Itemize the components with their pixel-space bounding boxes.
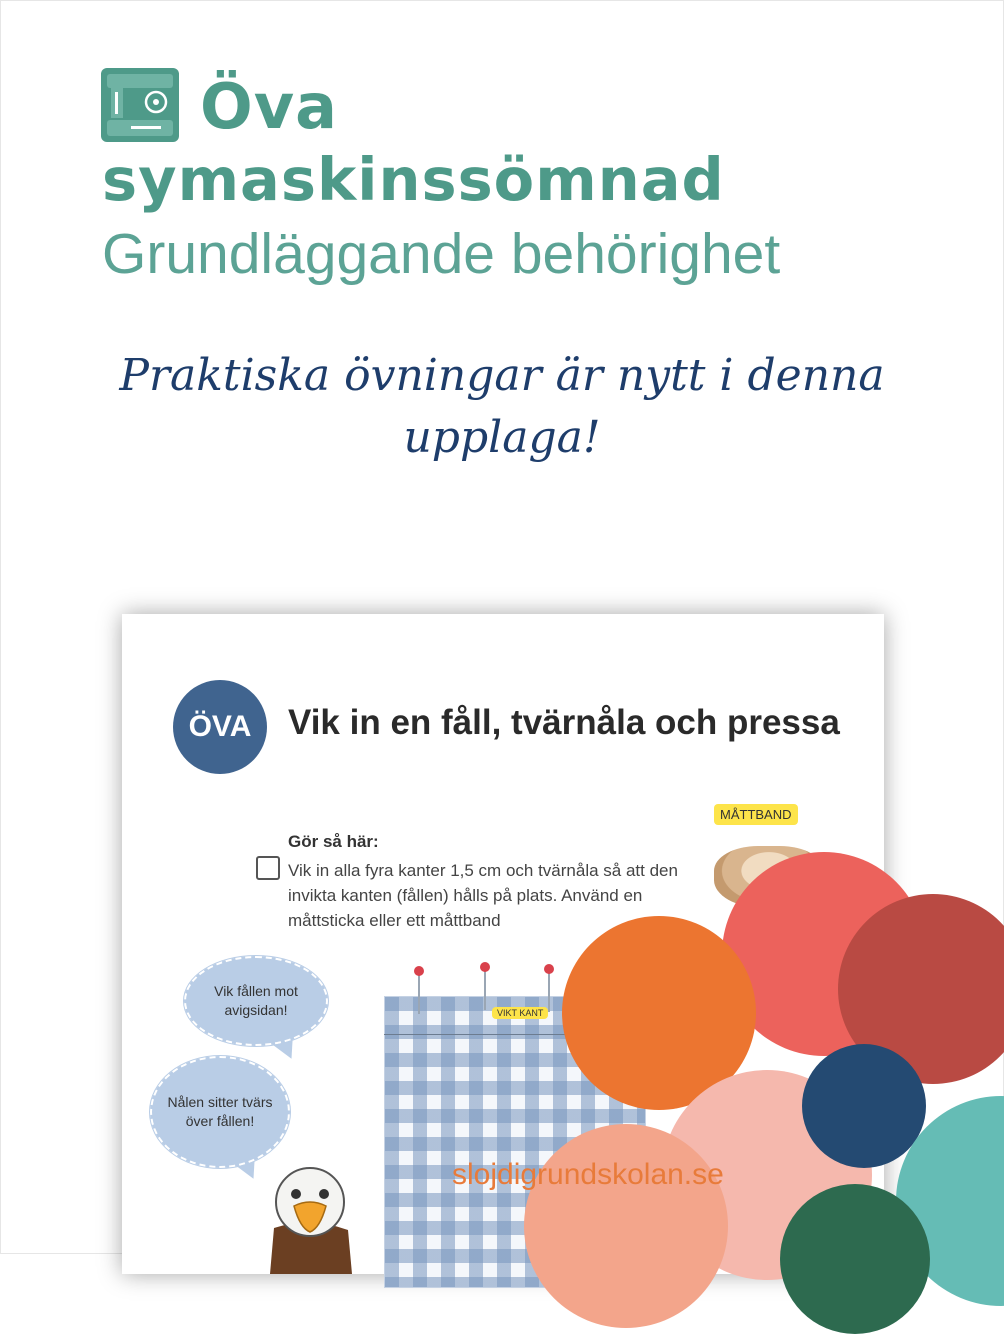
sewing-machine-icon	[101, 68, 179, 142]
instructions-heading: Gör så här:	[288, 832, 379, 851]
circle-dark-green	[780, 1184, 930, 1334]
instructions-text: Vik in alla fyra kanter 1,5 cm och tvärnåla så att den invikta kanten (fållen) hålls på plats. Använd en måttsticka eller ett måttband	[288, 861, 678, 930]
eagle-icon	[264, 1150, 356, 1274]
step-checkbox[interactable]	[256, 856, 280, 880]
pin-icon	[548, 970, 550, 1012]
circle-dark-blue	[802, 1044, 926, 1168]
speech-bubble-pin: Nålen sitter tvärs över fållen!	[150, 1056, 290, 1168]
website-link[interactable]: slojdigrundskolan.se	[452, 1158, 724, 1191]
tape-label: MÅTTBAND	[714, 804, 798, 825]
speech-bubble-fold: Vik fållen mot avigsidan!	[184, 956, 328, 1046]
ova-badge: ÖVA	[173, 680, 267, 774]
title-line-1: Öva	[200, 70, 338, 143]
circle-salmon	[524, 1124, 728, 1328]
pin-icon	[418, 972, 420, 1014]
pin-icon	[484, 968, 486, 1010]
tagline: Praktiska övningar är nytt i denna upplaga!	[119, 350, 885, 463]
fold-label: VIKT KANT	[492, 1007, 548, 1019]
sheet-title: Vik in en fåll, tvärnåla och pressa	[288, 703, 840, 742]
subtitle: Grundläggande behörighet	[102, 222, 781, 286]
title-line-2: symaskinssömnad	[102, 145, 725, 214]
